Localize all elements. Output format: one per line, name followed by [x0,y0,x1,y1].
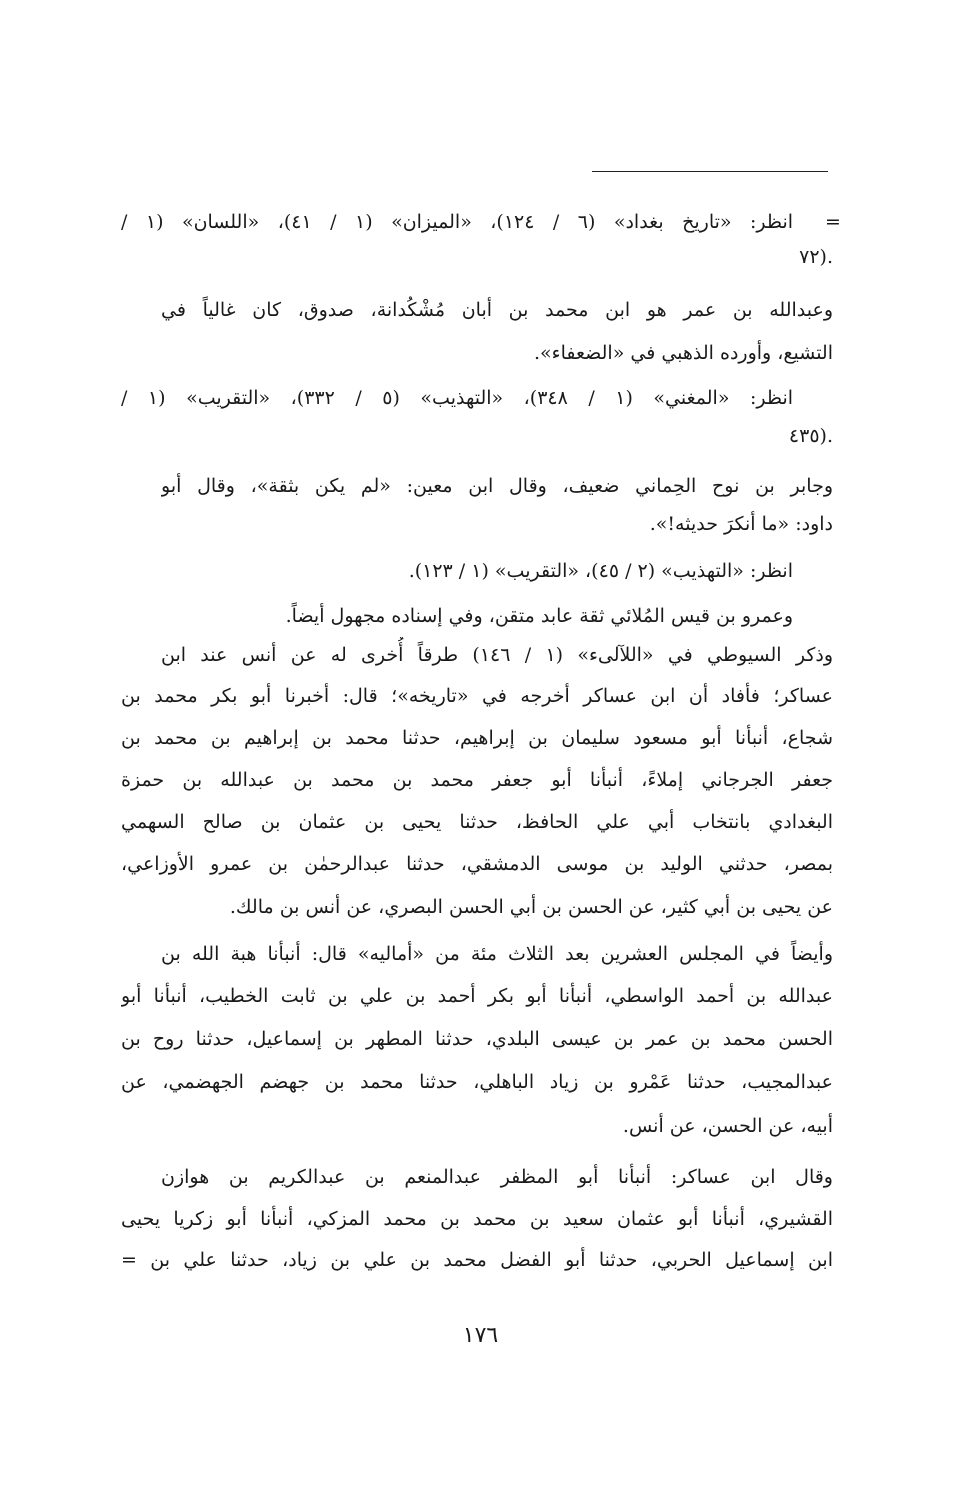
text-line: وجابر بن نوح الحِماني ضعيف، وقال ابن معين: «لم يكن بثقة»، وقال أبو [161,475,833,497]
text-line: الحسن محمد بن عمر بن عيسى البلدي، حدثنا المطهر بن إسماعيل، حدثنا روح بن [121,1028,833,1050]
text-line: ابن إسماعيل الحربي، حدثنا أبو الفضل محمد بن علي بن زياد، حدثنا علي بن = [121,1249,833,1271]
text-line: داود: «ما أنكرَ حديثه!». [649,513,833,535]
text-line: التشيع، وأورده الذهبي في «الضعفاء». [534,342,833,364]
text-line: وذكر السيوطي في «اللآلىء» (١ / ١٤٦) طرقاً أُخرى له عن أنس عند ابن [161,644,833,666]
text-line: عبدالله بن أحمد الواسطي، أنبأنا أبو بكر أحمد بن علي بن ثابت الخطيب، أنبأنا أبو [121,985,833,1007]
text-line: أبيه، عن الحسن، عن أنس. [622,1115,833,1137]
text-line: انظر: «التهذيب» (٢ / ٤٥)، «التقريب» (١ / ١٢٣). [408,560,793,582]
text-line: وقال ابن عساكر: أنبأنا أبو المظفر عبدالمنعم بن عبدالكريم بن هوازن [161,1166,833,1188]
text-line: عساكر؛ فأفاد أن ابن عساكر أخرجه في «تاريخه»؛ قال: أخبرنا أبو بكر محمد بن [121,685,833,707]
text-line: انظر: «تاريخ بغداد» (٦ / ١٢٤)، «الميزان» (١ / ٤١)، «اللسان» (١ / [121,211,793,233]
text-line: القشيري، أنبأنا أبو عثمان سعيد بن محمد بن محمد المزكي، أنبأنا أبو زكريا يحيى [121,1208,833,1230]
text-line: وأيضاً في المجلس العشرين بعد الثلاث مئة من «أماليه» قال: أنبأنا هبة الله بن [161,943,833,965]
text-line: البغدادي بانتخاب أبي علي الحافظ، حدثنا يحيى بن عثمان بن صالح السهمي [121,811,833,833]
page-number: ١٧٦ [462,1323,499,1348]
text-line: عن يحيى بن أبي كثير، عن الحسن بن أبي الحسن البصري، عن أنس بن مالك. [229,896,833,918]
text-line: ٧٢). [799,246,833,268]
text-line: عبدالمجيب، حدثنا عَمْرو بن زياد الباهلي، حدثنا محمد بن جهضم الجهضمي، عن [121,1071,833,1093]
text-line: بمصر، حدثني الوليد بن موسى الدمشقي، حدثنا عبدالرحمٰن بن عمرو الأوزاعي، [121,853,833,875]
footnote-continuation-mark: = [825,211,841,233]
text-line: وعبدالله بن عمر هو ابن محمد بن أبان مُشْكُدانة، صدوق، كان غالياً في [161,299,833,321]
text-line: شجاع، أنبأنا أبو مسعود سليمان بن إبراهيم، حدثنا محمد بن إبراهيم بن محمد بن [121,727,833,749]
footnote-separator-rule [592,171,828,172]
text-line: انظر: «المغني» (١ / ٣٤٨)، «التهذيب» (٥ / ٣٣٢)، «التقريب» (١ / [121,387,793,409]
text-line: جعفر الجرجاني إملاءً، أنبأنا أبو جعفر محمد بن محمد بن عبدالله بن حمزة [121,769,833,791]
text-line: وعمرو بن قيس المُلائي ثقة عابد متقن، وفي إسناده مجهول أيضاً. [285,605,793,627]
text-line: ٤٣٥). [788,425,833,447]
